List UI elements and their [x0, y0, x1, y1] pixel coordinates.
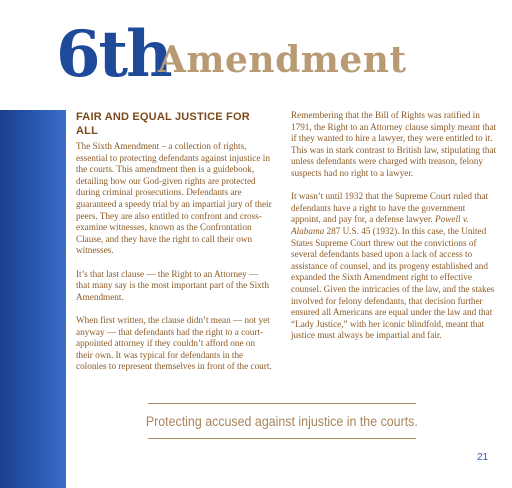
section-title: FAIR AND EQUAL JUSTICE FOR ALL: [76, 111, 250, 137]
heading-word: Amendment: [158, 39, 407, 81]
paragraph: When first written, the clause didn’t mean — not yet anyway — that defendants had the right to a court-appointed attorney if they couldn’t afford one on their own. It was typical for defendants in the colonies to represent themselves in front of the court.: [76, 314, 272, 372]
left-column: [76, 110, 272, 384]
right-column: [291, 110, 497, 353]
blue-sidebar-bar: [0, 110, 66, 488]
heading-number: 6th: [56, 17, 171, 92]
paragraph-text: It wasn’t until 1932 that the Supreme Court ruled that defendants have a right to have the government appoint, and pay for, a defense lawyer.: [291, 191, 489, 225]
tagline: Protecting accused against injustice in the courts.: [145, 413, 419, 429]
case-citation: Powell v. Alabama: [291, 214, 469, 236]
paragraph-text: 287 U.S. 45 (1932). In this case, the United States Supreme Court threw out the convictions of several defendants based upon a lack of access to assistance of counsel, and its progeny established and expanded the Sixth Amendment right to effective counsel. Given the intricacies of the law, and the stakes involved for felony defendants, that decision further ensured all Americans are equal under the law and that “Lady Justice,” with her iconic blindfold, meant that justice must always be impartial and fair.: [291, 225, 495, 341]
paragraph: It’s that last clause — the Right to an Attorney — that many say is the most important part of the Sixth Amendment.: [76, 268, 269, 302]
paragraph: The Sixth Amendment – a collection of rights, essential to protecting defendants against injustice in the courts. This amendment then is a guidebook, detailing how our God-given rights are protected during criminal prosecutions. Defendants are guaranteed a speedy trial by an impartial jury of their peers. They are also entitled to confront and cross-examine witnesses, known as the Confrontation Clause, and they have the right to call their own witnesses.: [76, 141, 272, 256]
tagline-box: [145, 403, 419, 439]
paragraph: [291, 191, 497, 342]
paragraph: Remembering that the Bill of Rights was ratified in 1791, the Right to an Attorney clause simply meant that if they wanted to hire a lawyer, they were entitled to it. This was in stark contrast to British law, stipulating that unless defendants were charged with treason, felony suspects had no right to a lawyer.: [291, 110, 497, 178]
page-number: 21: [477, 452, 489, 463]
